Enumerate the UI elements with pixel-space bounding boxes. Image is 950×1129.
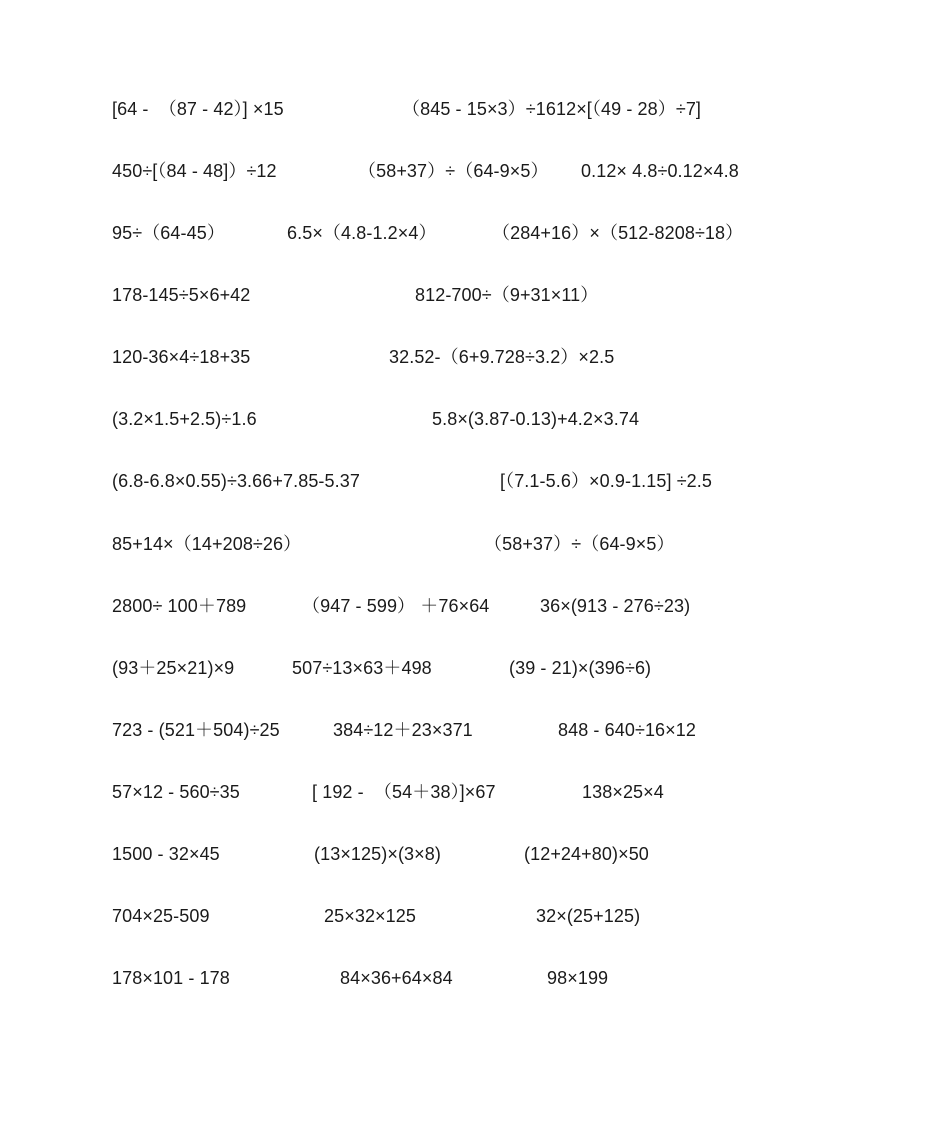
expression: (13×125)×(3×8) <box>314 844 441 864</box>
expression: 36×(913 - 276÷23) <box>540 596 691 616</box>
problem-row-13 <box>0 841 950 867</box>
expression: 723 - (521＋504)÷25 <box>112 720 280 740</box>
expression: [ 192 - （54＋38）]×67 <box>312 782 496 802</box>
expression: [（7.1-5.6）×0.9-1.15] ÷2.5 <box>500 471 713 491</box>
problem-row-7 <box>0 468 950 494</box>
problem-row-12 <box>0 779 950 805</box>
problem-row-6 <box>0 406 950 432</box>
expression: 5.8×(3.87-0.13)+4.2×3.74 <box>432 409 640 429</box>
problem-row-9 <box>0 593 950 619</box>
expression: (12+24+80)×50 <box>524 844 649 864</box>
expression: 2800÷ 100＋789 <box>112 596 247 616</box>
expression: （284+16）×（512-8208÷18） <box>492 223 744 243</box>
expression: (39 - 21)×(396÷6) <box>509 658 652 678</box>
expression: 0.12× 4.8÷0.12×4.8 <box>581 161 739 181</box>
problem-row-10 <box>0 655 950 681</box>
problem-row-11 <box>0 717 950 743</box>
expression: 6.5×（4.8-1.2×4） <box>287 223 437 243</box>
expression: (6.8-6.8×0.55)÷3.66+7.85-5.37 <box>112 471 360 491</box>
expression: 25×32×125 <box>324 906 416 926</box>
expression: （947 - 599） ＋76×64 <box>302 596 490 616</box>
expression: 138×25×4 <box>582 782 664 802</box>
expression: 848 - 640÷16×12 <box>558 720 696 740</box>
expression: 95÷（64-45） <box>112 223 225 243</box>
problem-row-5 <box>0 344 950 370</box>
expression: 84×36+64×84 <box>340 968 453 988</box>
problem-row-8 <box>0 531 950 557</box>
problem-row-15 <box>0 965 950 991</box>
expression: 32.52-（6+9.728÷3.2）×2.5 <box>389 347 615 367</box>
expression: 507÷13×63＋498 <box>292 658 432 678</box>
problem-row-14 <box>0 903 950 929</box>
expression: 812-700÷（9+31×11） <box>415 285 599 305</box>
problem-row-4 <box>0 282 950 308</box>
problem-row-2 <box>0 158 950 184</box>
expression: [64 - （87 - 42）] ×15 <box>112 99 284 119</box>
problem-row-1 <box>0 96 950 122</box>
expression: 704×25-509 <box>112 906 210 926</box>
expression: 450÷[（84 - 48]）÷12 <box>112 161 277 181</box>
expression: 57×12 - 560÷35 <box>112 782 240 802</box>
expression: 32×(25+125) <box>536 906 641 926</box>
expression: 384÷12＋23×371 <box>333 720 473 740</box>
expression: (3.2×1.5+2.5)÷1.6 <box>112 409 257 429</box>
expression: 120-36×4÷18+35 <box>112 347 251 367</box>
expression: (93＋25×21)×9 <box>112 658 235 678</box>
expression: 178-145÷5×6+42 <box>112 285 251 305</box>
expression: 85+14×（14+208÷26） <box>112 534 302 554</box>
problem-row-3 <box>0 220 950 246</box>
expression: （58+37）÷（64-9×5） <box>358 161 549 181</box>
expression: 178×101 - 178 <box>112 968 230 988</box>
expression: 98×199 <box>547 968 609 988</box>
expression: （845 - 15×3）÷1612×[（49 - 28）÷7] <box>402 99 702 119</box>
expression: 1500 - 32×45 <box>112 844 220 864</box>
expression: （58+37）÷（64-9×5） <box>484 534 675 554</box>
